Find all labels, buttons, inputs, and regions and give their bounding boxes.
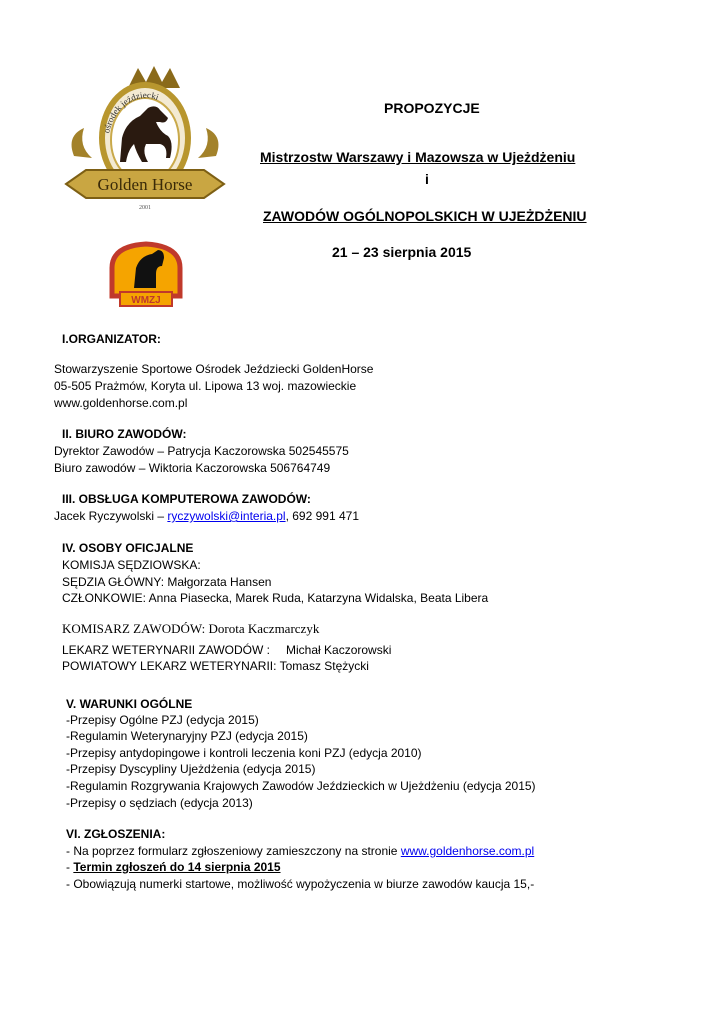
- entries-website-link[interactable]: www.goldenhorse.com.pl: [400, 844, 535, 858]
- officials-judges-label: KOMISJA SĘDZIOWSKA:: [62, 558, 201, 572]
- logo-banner-text: Golden Horse: [97, 175, 193, 194]
- general-heading: V. WARUNKI OGÓLNE: [66, 697, 193, 711]
- wmzj-logo: [104, 238, 188, 310]
- officials-members: CZŁONKOWIE: Anna Piasecka, Marek Ruda, Katarzyna Widalska, Beata Libera: [62, 591, 489, 605]
- general-rule: -Przepisy antydopingowe i kontroli leczenia koni PZJ (edycja 2010): [66, 746, 422, 760]
- officials-vet-name: Michał Kaczorowski: [286, 643, 392, 657]
- organizer-address: 05-505 Prażmów, Koryta ul. Lipowa 13 woj. mazowieckie: [54, 379, 357, 393]
- office-director: Dyrektor Zawodów – Patrycja Kaczorowska 502545575: [54, 444, 349, 458]
- doc-event: ZAWODÓW OGÓLNOPOLSKICH W UJEŻDŻENIU: [263, 208, 587, 224]
- organizer-name: Stowarzyszenie Sportowe Ośrodek Jeździecki GoldenHorse: [54, 362, 374, 376]
- officials-heading: IV. OSOBY OFICJALNE: [62, 541, 194, 555]
- computer-contact-name: Jacek Ryczywolski –: [54, 509, 168, 523]
- entries-heading: VI. ZGŁOSZENIA:: [66, 827, 166, 841]
- entries-deadline: Termin zgłoszeń do 14 sierpnia 2015: [73, 860, 281, 874]
- organizer-website: www.goldenhorse.com.pl: [54, 396, 188, 410]
- doc-title: PROPOZYCJE: [384, 100, 480, 116]
- entries-deadline-line: [66, 859, 281, 875]
- officials-vet-label: LEKARZ WETERYNARII ZAWODÓW :: [62, 643, 271, 657]
- entries-numbers: - Obowiązują numerki startowe, możliwość wypożyczenia w biurze zawodów kaucja 15,-: [66, 877, 535, 891]
- officials-commissar: KOMISARZ ZAWODÓW: Dorota Kaczmarczyk: [62, 621, 320, 636]
- general-rule: -Regulamin Weterynaryjny PZJ (edycja 2015): [66, 729, 308, 743]
- office-staff: Biuro zawodów – Wiktoria Kaczorowska 506764749: [54, 461, 331, 475]
- general-rule: -Przepisy o sędziach (edycja 2013): [66, 796, 253, 810]
- general-rule: -Regulamin Rozgrywania Krajowych Zawodów Jeździeckich w Ujeżdżeniu (edycja 2015): [66, 779, 536, 793]
- general-rule: -Przepisy Ogólne PZJ (edycja 2015): [66, 713, 259, 727]
- entries-deadline-dash: -: [66, 860, 74, 874]
- doc-dates: 21 – 23 sierpnia 2015: [332, 244, 472, 260]
- general-rule: -Przepisy Dyscypliny Ujeżdżenia (edycja 2015): [66, 762, 316, 776]
- officials-chief-judge: SĘDZIA GŁÓWNY: Małgorzata Hansen: [62, 575, 272, 589]
- office-heading: II. BIURO ZAWODÓW:: [62, 427, 187, 441]
- entries-form-line: [66, 843, 534, 859]
- doc-conj: i: [425, 171, 429, 187]
- computer-contact-phone: , 692 991 471: [285, 509, 359, 523]
- officials-county-vet: POWIATOWY LEKARZ WETERYNARII: Tomasz Stężycki: [62, 659, 369, 673]
- computer-contact: [54, 508, 359, 524]
- golden-horse-logo: [56, 66, 234, 216]
- entries-form-text: - Na poprzez formularz zgłoszeniowy zamieszczony na stronie: [66, 844, 401, 858]
- organizer-heading: I.ORGANIZATOR:: [62, 332, 161, 346]
- wmzj-label: WMZJ: [131, 295, 161, 306]
- computer-email-link[interactable]: ryczywolski@interia.pl: [167, 509, 286, 523]
- computer-heading: III. OBSŁUGA KOMPUTEROWA ZAWODÓW:: [62, 492, 311, 506]
- doc-subtitle: Mistrzostw Warszawy i Mazowsza w Ujeżdżeniu: [260, 149, 576, 165]
- logo-year: 2001: [139, 205, 151, 211]
- logo-arc-text: ośrodek jeździecki: [101, 89, 161, 134]
